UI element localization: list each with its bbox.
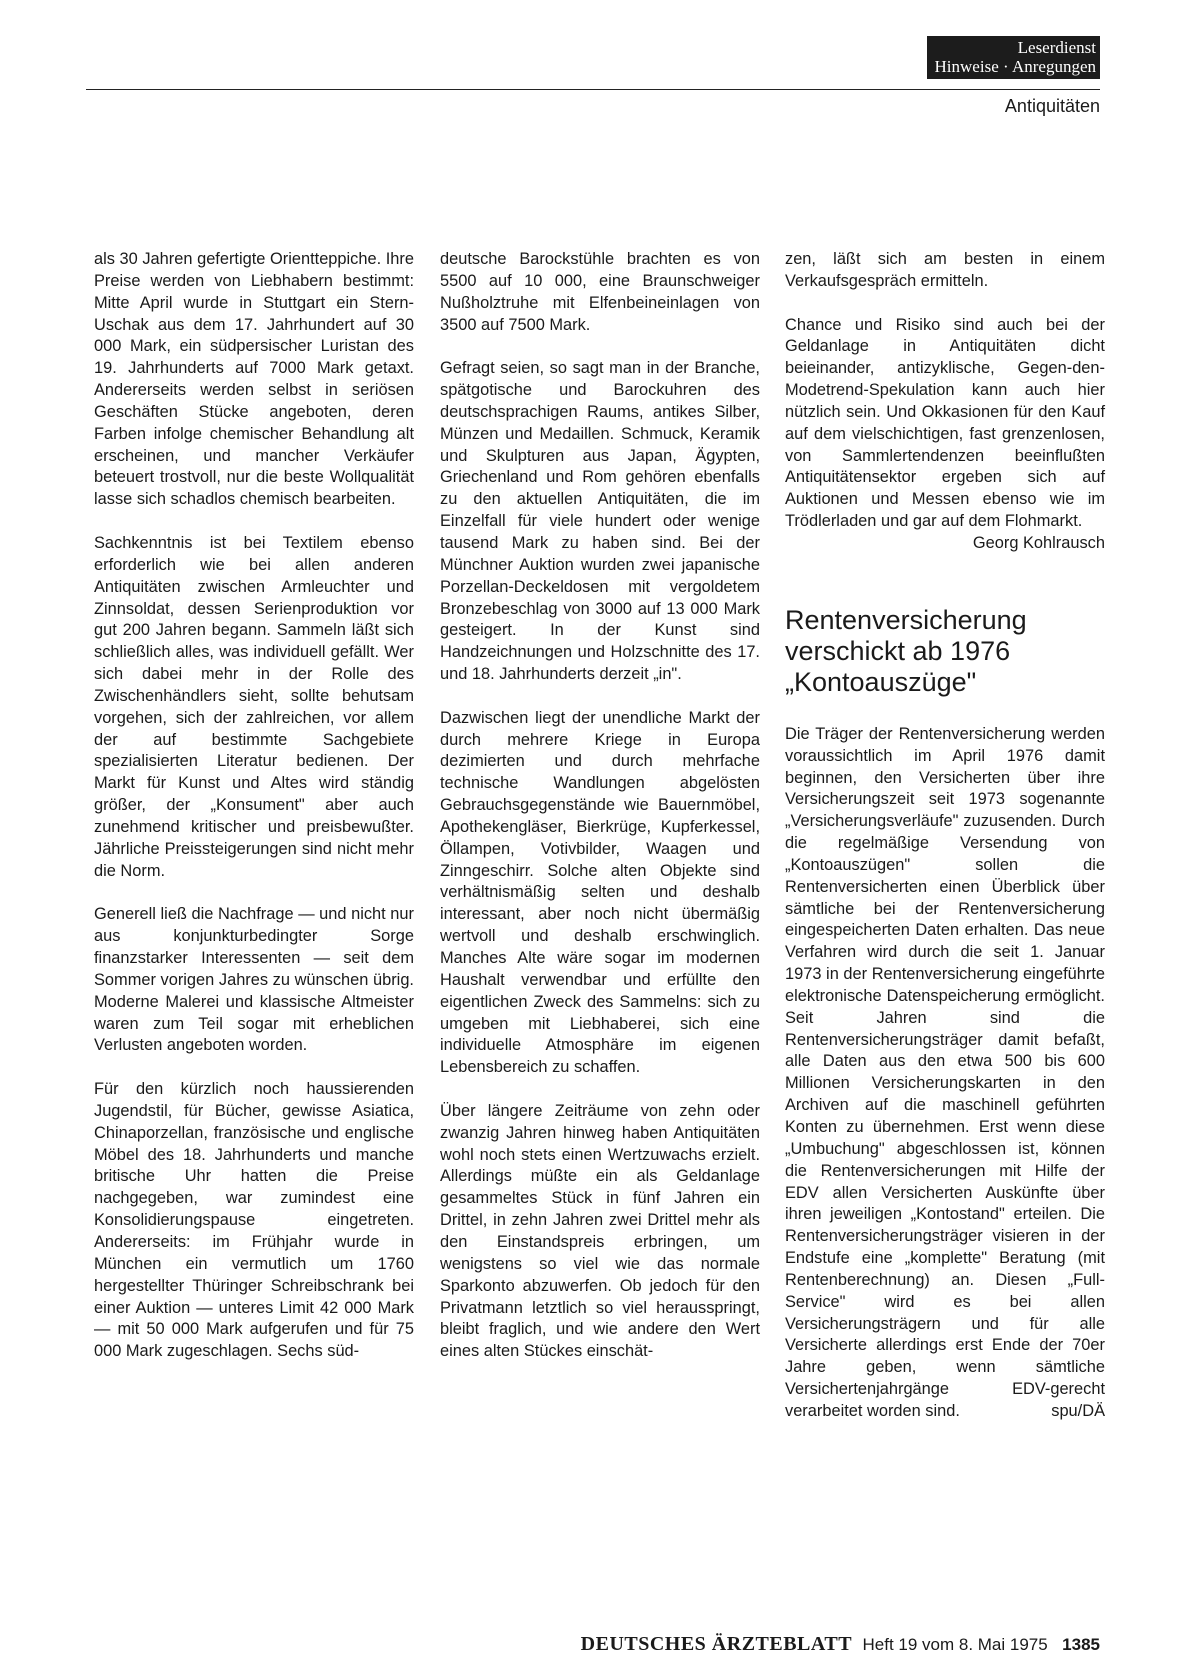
paragraph: zen, läßt sich am besten in einem Verkaufsgespräch ermitteln.: [785, 250, 1105, 290]
section-label: Antiquitäten: [1004, 96, 1100, 116]
header-rule: [86, 89, 1100, 90]
column-3: [785, 249, 1105, 1423]
article-body: [785, 724, 1105, 1423]
page-number: 1385: [1062, 1635, 1100, 1654]
issue-info: Heft 19 vom 8. Mai 1975: [862, 1635, 1048, 1654]
column-2: [440, 249, 760, 1363]
article-title-line-2: verschickt ab 1976: [785, 635, 1011, 666]
article-body-text: Die Träger der Rentenversicherung werden voraussichtlich im April 1976 damit beginnen, den Versicherten über ihre Versicherungszeit seit 1973 sogenannte „Versicherungsverläufe" zuzusenden. Durch die regelmäßige Versendung von „Kontoauszügen" sollen die Rentenversicherten einen Überblick über sämtliche bei der Rentenversicherung eingespeicherten Daten erhalten. Das neue Verfahren wird durch die seit 1. Januar 1973 in der Rentenversicherung eingeführte elektronische Datenspeicherung ermöglicht. Seit Jahren sind die Rentenversicherungsträger damit befaßt, alle Daten aus den etwa 500 bis 600 Millionen Versicherungskarten in den Archiven auf die maschinell geführten Konten zu übernehmen. Erst wenn diese „Umbuchung" abgeschlossen ist, können die Rentenversicherungen mit Hilfe der EDV allen Versicherten Auskünfte über ihren jeweiligen „Kontostand" erteilen. Die Rentenversicherungsträger visieren in der Endstufe eine „komplette" Beratung (mit Rentenberechnung) an. Diesen „Full-Service" wird es bei allen Versicherungsträgern und für alle Versicherte allerdings erst Ende der 70er Jahre geben, wenn sämtliche Versichertenjahrgänge EDV-gerecht verarbeitet worden sind.: [785, 724, 1105, 1420]
article-title-line-3: „Kontoauszüge": [785, 666, 977, 697]
paragraph: deutsche Barockstühle brachten es von 5500 auf 10 000, eine Braunschweiger Nußholztruhe mit Elfenbeineinlagen von 3500 auf 7500 Mark.: [440, 250, 760, 334]
section-header-box: [927, 36, 1100, 79]
column-1: [94, 249, 414, 1363]
journal-name: DEUTSCHES ÄRZTEBLATT: [580, 1633, 853, 1655]
author-signature: Georg Kohlrausch: [972, 533, 1105, 552]
paragraph: Für den kürzlich noch haussierenden Jugendstil, für Bücher, gewisse Asiatica, Chinaporzellan, französische und englische Möbel des 18. Jahrhunderts und manche britische Uhr hatten die Preise nachgegeben, war zumindest eine Konsolidierungspause eingetreten. Andererseits: im Frühjahr wurde in München ein vermutlich um 1760 hergestellter Thüringer Schreibschrank bei einer Auktion — unteres Limit 42 000 Mark — mit 50 000 Mark aufgerufen und für 75 000 Mark zugeschlagen. Sechs süd-: [94, 1080, 414, 1361]
paragraph: Sachkenntnis ist bei Textilem ebenso erforderlich wie bei allen anderen Antiquitäten zwischen Armleuchter und Zinnsoldat, dessen Serienproduktion vor gut 200 Jahren begann. Sammeln läßt sich schließlich alles, was individuell gefällt. Wer sich dabei mehr in der Rolle des Zwischenhändlers sieht, sollte behutsam vorgehen, sich der zahlreichen, vor allem der auf bestimmte Sachgebiete spezialisierten Literatur bedienen. Der Markt für Kunst und Altes wird ständig größer, der „Konsument" aber auch zunehmend kritischer und preisbewußter. Jährliche Preissteigerungen sind nicht mehr die Norm.: [94, 533, 414, 880]
paragraph: Über längere Zeiträume von zehn oder zwanzig Jahren hinweg haben Antiquitäten wohl noch stets einen Wertzuwachs erzielt. Allerdings müßte ein als Geldanlage gesammeltes Stück in fünf Jahren ein Drittel, in zehn Jahren zwei Drittel mehr als den Einstandspreis erbringen, um wenigstens so viel wie das normale Sparkonto abzuwerfen. Ob jedoch für den Privatmann letztlich so viel herausspringt, bleibt fraglich, und wie andere den Wert eines alten Stückes einschät-: [440, 1101, 760, 1361]
paragraph: als 30 Jahren gefertigte Orientteppiche. Ihre Preise werden von Liebhabern bestimmt: Mitte April wurde in Stuttgart ein Stern-Uschak aus dem 17. Jahrhundert auf 30 000 Mark, ein südpersischer Luristan des 19. Jahrhunderts auf 7000 Mark getaxt. Andererseits werden selbst in seriösen Geschäften Stücke angeboten, deren Farben infolge chemischer Behandlung alt erscheinen, und mancher Verkäufer beteuert trostvoll, nur die beste Wollqualität lasse sich schadlos chemisch bearbeiten.: [94, 250, 414, 509]
article-byline: spu/DÄ: [1051, 1401, 1105, 1420]
paragraph: Gefragt seien, so sagt man in der Branche, spätgotische und Barockuhren des deutschsprachigen Raums, antikes Silber, Münzen und Medaillen. Schmuck, Keramik und Skulpturen aus Japan, Ägypten, Griechenland und Rom gehören ebenfalls zu den aktuellen Antiquitäten, die im Einzelfall für viele hundert oder wenige tausend Mark zu haben sind. Bei der Münchner Auktion wurden zwei japanische Porzellan-Deckeldosen mit vergoldetem Bronzebeschlag von 3000 auf 13 000 Mark gesteigert. In der Kunst sind Handzeichnungen und Holzschnitte des 17. und 18. Jahrhunderts derzeit „in".: [440, 359, 760, 684]
header-box-line-2: Hinweise · Anregungen: [934, 57, 1096, 76]
paragraph: Generell ließ die Nachfrage — und nicht nur aus konjunkturbedingter Sorge finanzstarker Interessenten — seit dem Sommer vorigen Jahres zu wünschen übrig. Moderne Malerei und klassische Altmeister waren zum Teil sogar mit erheblichen Verlusten angeboten worden.: [94, 905, 414, 1055]
header-box-line-1: Leserdienst: [1017, 38, 1096, 57]
paragraph: Dazwischen liegt der unendliche Markt der durch mehrere Kriege in Europa dezimierten und durch mehrfache technische Wandlungen abgelösten Gebrauchsgegenstände wie Bauernmöbel, Apothekengläser, Bierkrüge, Kupferkessel, Öllampen, Votivbilder, Waagen und Zinngeschirr. Solche alten Objekte sind verhältnismäßig selten und deshalb interessant, aber noch nicht übermäßig wertvoll und deshalb erschwinglich. Manches Alte wäre sogar im modernen Haushalt verwendbar und erfüllte den eigentlichen Zweck des Sammelns: sich zu umgeben mit Liebhaberei, sich eine individuelle Atmosphäre im eigenen Lebensbereich zu schaffen.: [440, 708, 760, 1077]
article-title: [785, 605, 1105, 698]
page-footer: [581, 1633, 1100, 1657]
article-title-line-1: Rentenversicherung: [785, 604, 1027, 635]
paragraph: Chance und Risiko sind auch bei der Geldanlage in Antiquitäten dicht beieinander, antizyklische, Gegen-den-Modetrend-Spekulation kann auch hier nützlich sein. Und Okkasionen für den Kauf auf dem vielschichtigen, fast grenzenlosen, von Sammlertendenzen beeinflußten Antiquitätensektor ergeben sich auf Auktionen und Messen ebenso wie im Trödlerladen und gar auf dem Flohmarkt.: [785, 315, 1105, 531]
